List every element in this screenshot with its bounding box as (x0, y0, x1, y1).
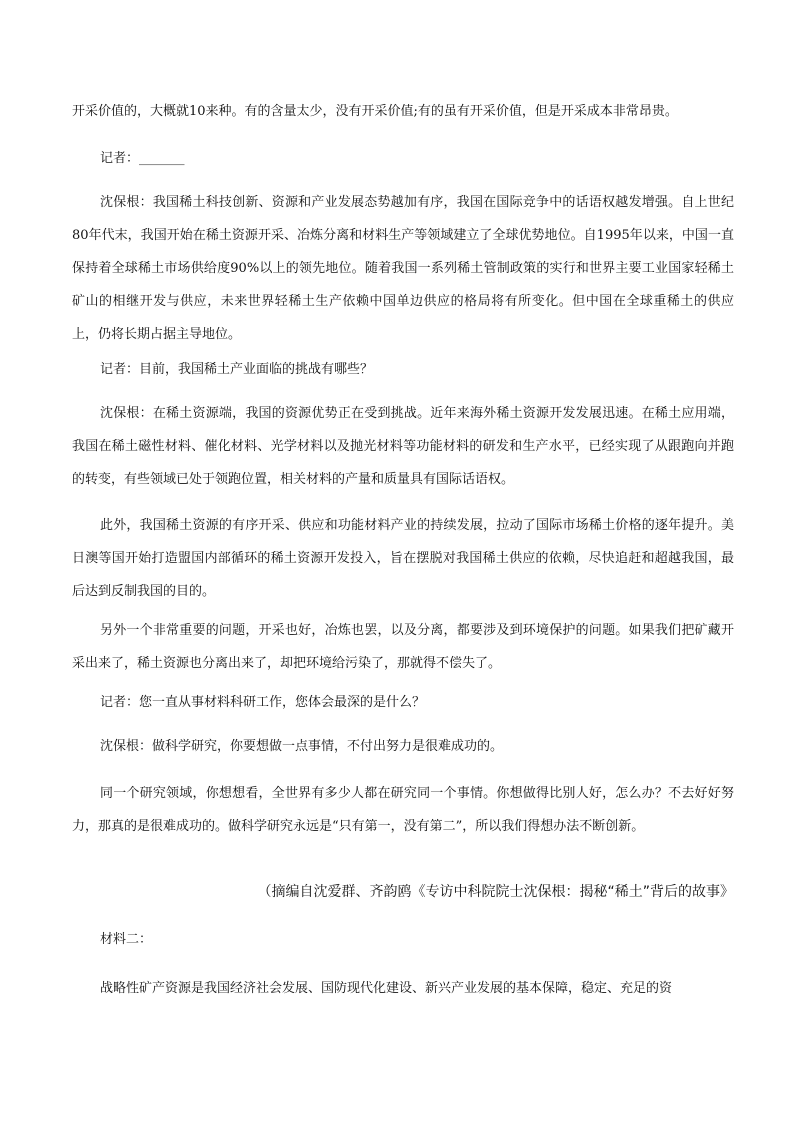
material-two-heading: 材料二： (100, 932, 153, 947)
paragraph-shen-answer-3: 沈保根：做科学研究，你要想做一点事情，不付出努力是很难成功的。 (100, 739, 504, 754)
paragraph-1: 开采价值的，大概就10来种。有的含量太少，没有开采价值;有的虽有开采价值，但是开采成本非常昂贵。 (72, 104, 678, 119)
reporter-question-challenges: 记者：目前，我国稀土产业面临的挑战有哪些？ (100, 362, 374, 377)
paragraph-material-two: 战略性矿产资源是我国经济社会发展、国防现代化建设、新兴产业发展的基本保障，稳定、充足的资 (100, 981, 673, 996)
source-citation: （摘编自沈爱群、齐韵鸥《专访中科院院士沈保根：揭秘“稀土”背后的故事》 (257, 884, 734, 900)
paragraph-research-field: 同一个研究领域，你想想看，全世界有多少人都在研究同一个事情。你想做得比别人好，怎么办？不去好好努力，那真的是很难成功的。做科学研究永远是“只有第一，没有第二”，所以我们得想办法不断创新。 (72, 786, 734, 834)
paragraph-shen-answer-1: 沈保根：我国稀土科技创新、资源和产业发展态势越加有序，我国在国际竞争中的话语权越发增强。自上世纪80年代末，我国开始在稀土资源开采、冶炼分离和材料生产等领域建立了全球优势地位。自1995年以来，中国一直保持着全球稀土市场供给度90%以上的领先地位。随着我国一系列稀土管制政策的实行和世界主要工业国家轻稀土矿山的相继开发与供应，未来世界轻稀土生产依赖中国单边供应的格局将有所变化。但中国在全球重稀土的供应上，仍将长期占据主导地位。 (72, 195, 734, 342)
paragraph-environment: 另外一个非常重要的问题，开采也好，冶炼也罢，以及分离，都要涉及到环境保护的问题。如果我们把矿藏开采出来了，稀土资源也分离出来了，却把环境给污染了，那就得不偿失了。 (72, 623, 734, 671)
paragraph-besides: 此外，我国稀土资源的有序开采、供应和功能材料产业的持续发展，拉动了国际市场稀土价格的逐年提升。美日澳等国开始打造盟国内部循环的稀土资源开发投入，旨在摆脱对我国稀土供应的依赖，尽快追赶和超越我国，最后达到反制我国的目的。 (72, 518, 734, 599)
reporter-question-experience: 记者：您一直从事材料科研工作，您体会最深的是什么？ (100, 695, 426, 710)
reporter-question-blank: 记者：_______ (100, 151, 185, 166)
paragraph-shen-answer-2: 沈保根：在稀土资源端，我国的资源优势正在受到挑战。近年来海外稀土资源开发发展迅速。在稀土应用端，我国在稀土磁性材料、催化材料、光学材料以及抛光材料等功能材料的研发和生产水平，已经实现了从跟跑向并跑的转变，有些领域已处于领跑位置，相关材料的产量和质量具有国际话语权。 (72, 406, 734, 487)
